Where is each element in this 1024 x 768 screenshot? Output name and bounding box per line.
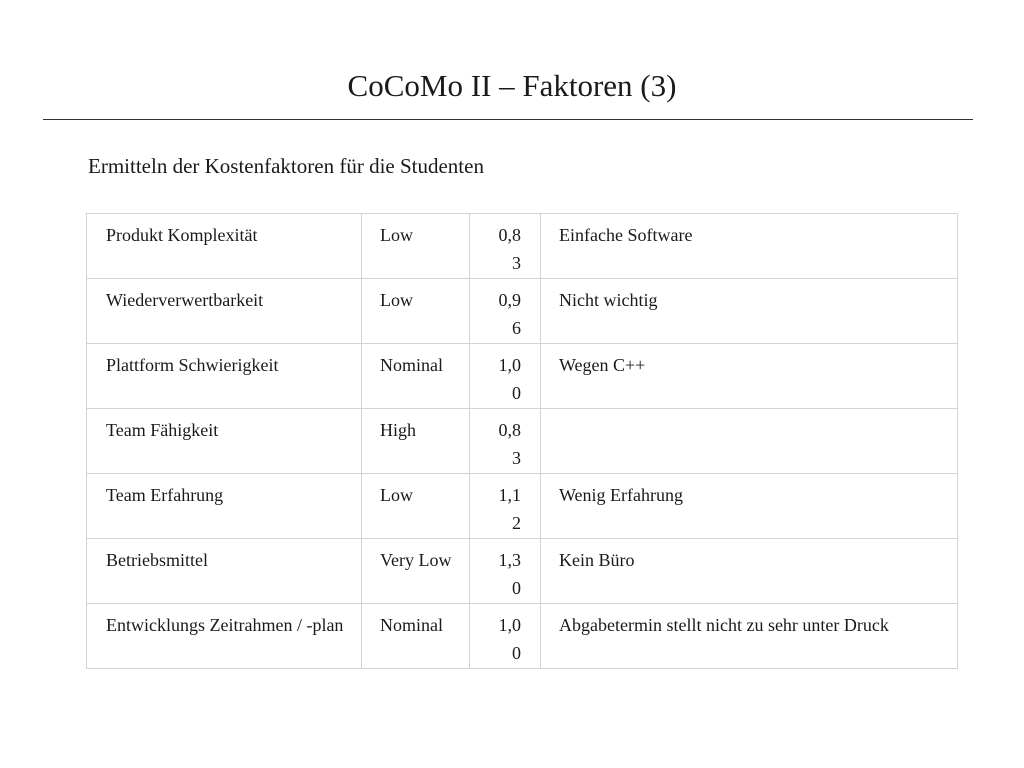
- multiplier-cell: 0,83: [470, 214, 541, 279]
- rating-cell: Nominal: [362, 344, 470, 409]
- multiplier-cell: 1,00: [470, 604, 541, 669]
- table-row: [87, 539, 958, 604]
- factor-cell: Wiederverwertbarkeit: [87, 279, 362, 344]
- note-cell: Wegen C++: [541, 344, 958, 409]
- multiplier-cell: 1,00: [470, 344, 541, 409]
- factor-cell: Entwicklungs Zeitrahmen / -plan: [87, 604, 362, 669]
- note-cell: Kein Büro: [541, 539, 958, 604]
- rating-cell: Low: [362, 279, 470, 344]
- rating-cell: Low: [362, 214, 470, 279]
- table-row: [87, 409, 958, 474]
- rating-cell: Nominal: [362, 604, 470, 669]
- note-cell: Einfache Software: [541, 214, 958, 279]
- note-cell: Abgabetermin stellt nicht zu sehr unter Druck: [541, 604, 958, 669]
- table-row: [87, 604, 958, 669]
- rating-cell: High: [362, 409, 470, 474]
- factor-cell: Betriebsmittel: [87, 539, 362, 604]
- note-cell: Nicht wichtig: [541, 279, 958, 344]
- table-row: [87, 474, 958, 539]
- factor-cell: Team Erfahrung: [87, 474, 362, 539]
- slide-subtitle: Ermitteln der Kostenfaktoren für die Studenten: [88, 154, 484, 178]
- rating-cell: Very Low: [362, 539, 470, 604]
- multiplier-cell: 0,83: [470, 409, 541, 474]
- multiplier-cell: 0,96: [470, 279, 541, 344]
- factor-cell: Plattform Schwierigkeit: [87, 344, 362, 409]
- multiplier-cell: 1,30: [470, 539, 541, 604]
- title-divider: [43, 119, 973, 120]
- table-row: [87, 279, 958, 344]
- note-cell: Wenig Erfahrung: [541, 474, 958, 539]
- table-row: [87, 214, 958, 279]
- rating-cell: Low: [362, 474, 470, 539]
- slide-title: CoCoMo II – Faktoren (3): [347, 68, 677, 103]
- factor-cell: Produkt Komplexität: [87, 214, 362, 279]
- factor-cell: Team Fähigkeit: [87, 409, 362, 474]
- cost-factor-table: [86, 213, 958, 669]
- table-row: [87, 344, 958, 409]
- multiplier-cell: 1,12: [470, 474, 541, 539]
- note-cell: [541, 409, 958, 474]
